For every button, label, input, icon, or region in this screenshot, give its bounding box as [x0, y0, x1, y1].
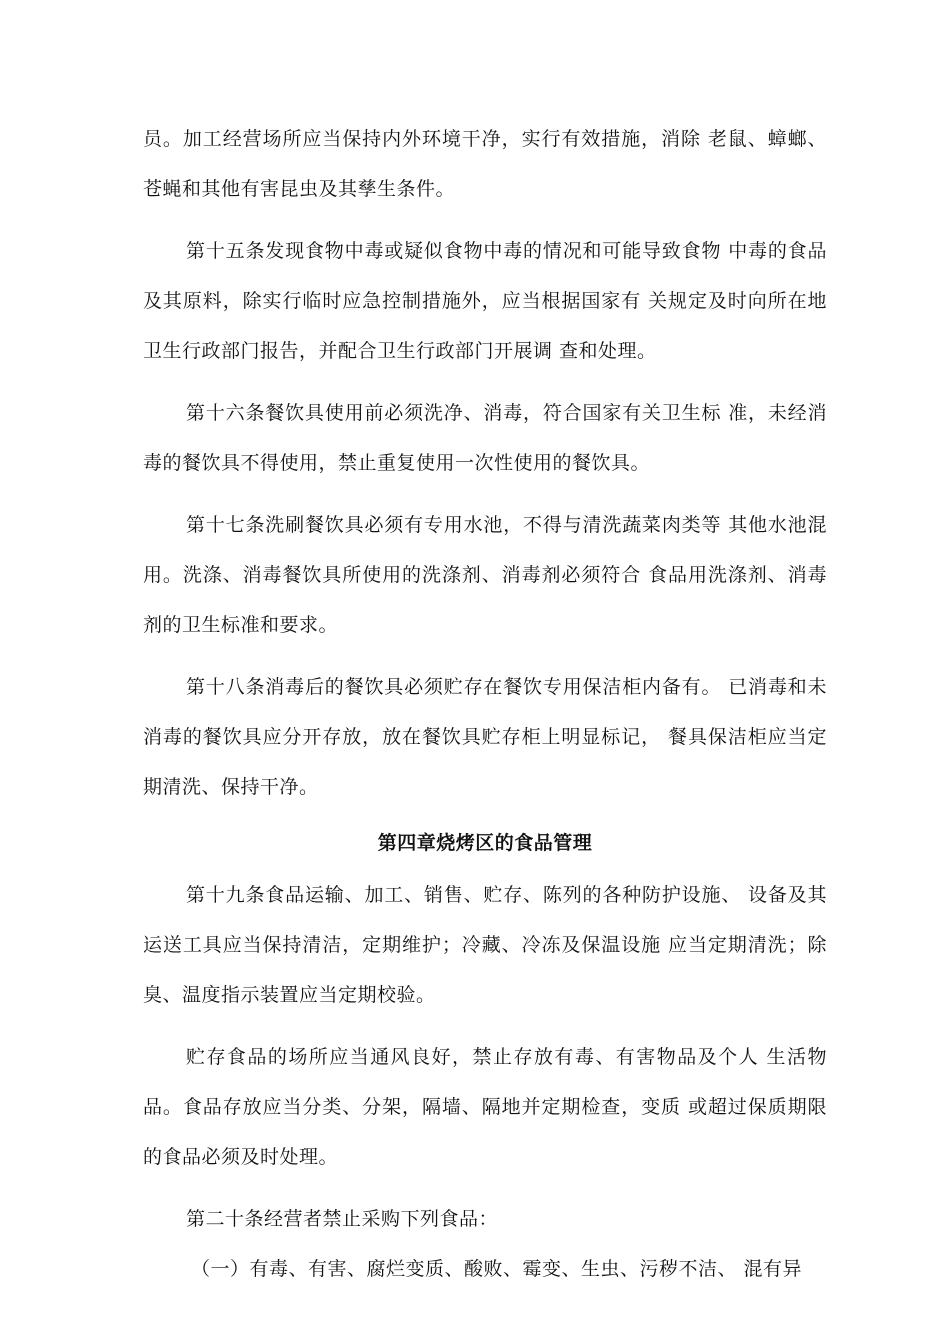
- paragraph-storage: 贮存食品的场所应当通风良好，禁止存放有毒、有害物品及个人 生活物品。食品存放应当分类、分架，隔墙、隔地并定期检查，变质 或超过保质期限的食品必须及时处理。: [143, 1046, 827, 1168]
- paragraph-article-19: 第十九条食品运输、加工、销售、贮存、陈列的各种防护设施、 设备及其运送工具应当保持清洁，定期维护；冷藏、冷冻及保温设施 应当定期清洗；除臭、温度指示装置应当定期校验。: [143, 884, 827, 1006]
- document-body: [143, 114, 827, 1306]
- paragraph-article-20: 第二十条经营者禁止采购下列食品：: [186, 1208, 499, 1230]
- paragraph-article-16: 第十六条餐饮具使用前必须洗净、消毒，符合国家有关卫生标 准，未经消毒的餐饮具不得使用，禁止重复使用一次性使用的餐饮具。: [143, 402, 827, 474]
- chapter-heading: 第四章烧烤区的食品管理: [377, 832, 593, 854]
- list-item-1: （一）有毒、有害、腐烂变质、酸败、霉变、生虫、污秽不洁、 混有异: [191, 1258, 803, 1280]
- paragraph-article-17: 第十七条洗刷餐饮具必须有专用水池，不得与清洗蔬菜肉类等 其他水池混用。洗涤、消毒餐饮具所使用的洗涤剂、消毒剂必须符合 食品用洗涤剂、消毒剂的卫生标准和要求。: [143, 514, 827, 636]
- paragraph-article-15: 第十五条发现食物中毒或疑似食物中毒的情况和可能导致食物 中毒的食品及其原料，除实行临时应急控制措施外，应当根据国家有 关规定及时向所在地卫生行政部门报告，并配合卫生行政部门开展调 查和处理。: [143, 240, 827, 362]
- paragraph-continuation: 员。加工经营场所应当保持内外环境干净，实行有效措施，消除 老鼠、蟑螂、苍蝇和其他有害昆虫及其孳生条件。: [143, 128, 827, 200]
- paragraph-article-18: 第十八条消毒后的餐饮具必须贮存在餐饮专用保洁柜内备有。 已消毒和未消毒的餐饮具应分开存放，放在餐饮具贮存柜上明显标记， 餐具保洁柜应当定期清洗、保持干净。: [143, 676, 827, 798]
